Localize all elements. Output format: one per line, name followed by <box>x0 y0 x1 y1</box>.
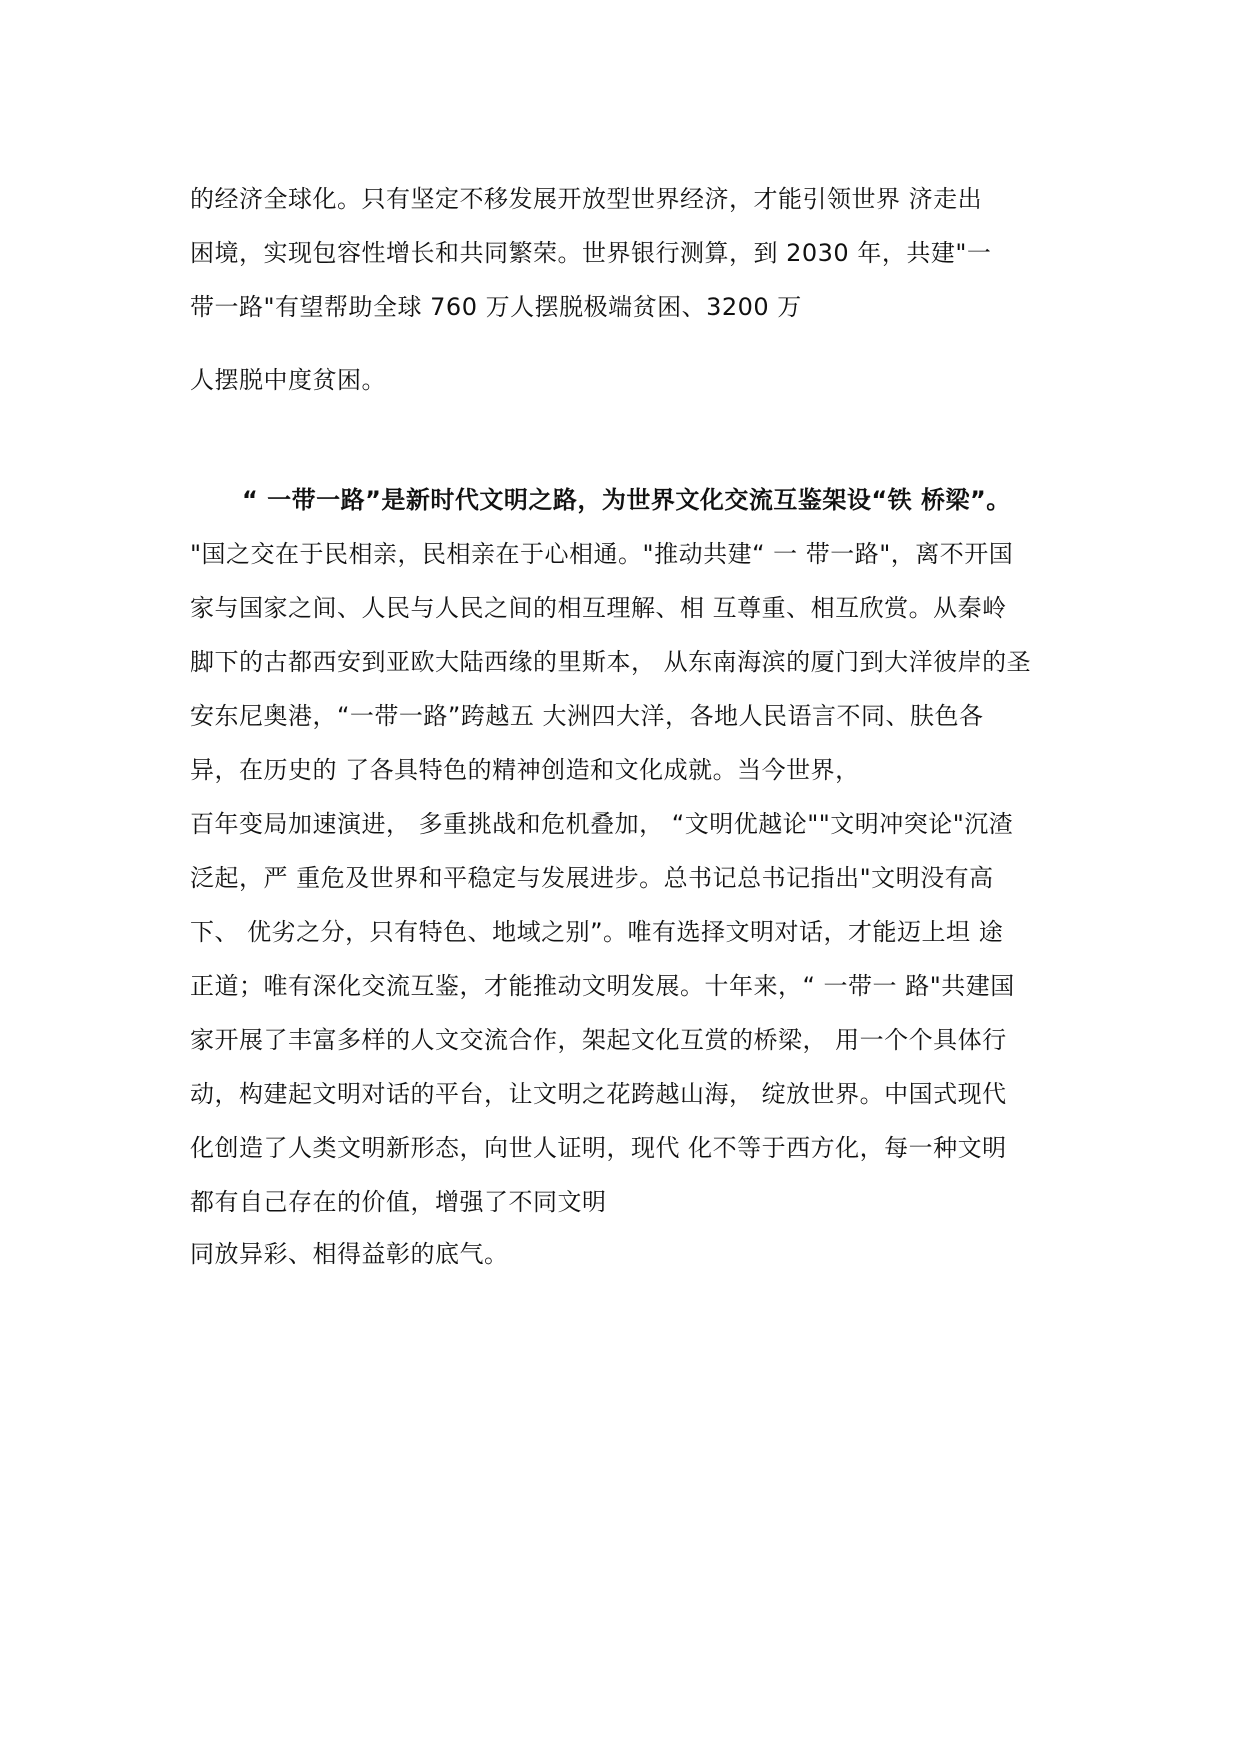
paragraph-line: 都有自己存在的价值，增强了不同文明 <box>190 1188 607 1216</box>
civilization-section <box>190 473 1070 1229</box>
paragraph-line: 正道；唯有深化交流互鉴，才能推动文明发展。十年来，“ 一带一 路"共建国 <box>190 972 1015 1000</box>
paragraph-line: 泛起，严 重危及世界和平稳定与发展进步。总书记总书记指出"文明没有高 <box>190 864 994 892</box>
paragraph-line: 脚下的古都西安到亚欧大陆西缘的里斯本， 从东南海滨的厦门到大洋彼岸的圣 <box>190 648 1032 676</box>
paragraph-line: 同放异彩、相得益彰的底气。 <box>190 1240 509 1268</box>
paragraph-tail <box>190 1227 1070 1281</box>
paragraph-tail <box>190 353 1070 407</box>
paragraph-economic-globalization <box>190 172 1070 334</box>
paragraph-line: 人摆脱中度贫困。 <box>190 366 386 394</box>
paragraph-line: "国之交在于民相亲，民相亲在于心相通。"推动共建“ 一 带一路"，离不开国 <box>190 540 1014 568</box>
section-heading: “ 一带一路”是新时代文明之路，为世界文化交流互鉴架设“铁 桥梁”。 <box>242 486 1011 514</box>
paragraph-line: 家与国家之间、人民与人民之间的相互理解、相 互尊重、相互欣赏。从秦岭 <box>190 594 1007 622</box>
paragraph-line: 动，构建起文明对话的平台，让文明之花跨越山海， 绽放世界。中国式现代 <box>190 1080 1007 1108</box>
paragraph-line: 异，在历史的 了各具特色的精神创造和文化成就。当今世界， <box>190 756 860 784</box>
paragraph-line: 家开展了丰富多样的人文交流合作，架起文化互赏的桥梁， 用一个个具体行 <box>190 1026 1007 1054</box>
paragraph-line: 安东尼奥港，“一带一路”跨越五 大洲四大洋，各地人民语言不同、肤色各 <box>190 702 984 730</box>
paragraph-line: 带一路"有望帮助全球 760 万人摆脱极端贫困、3200 万 <box>190 293 802 321</box>
paragraph-line: 下、 优劣之分，只有特色、地域之别”。唯有选择文明对话，才能迈上坦 途 <box>190 918 1004 946</box>
paragraph-line: 困境，实现包容性增长和共同繁荣。世界银行测算，到 2030 年，共建"一 <box>190 239 992 267</box>
paragraph-line: 的经济全球化。只有坚定不移发展开放型世界经济，才能引领世界 济走出 <box>190 185 983 213</box>
paragraph-line: 化创造了人类文明新形态，向世人证明，现代 化不等于西方化，每一种文明 <box>190 1134 1007 1162</box>
paragraph-line: 百年变局加速演进， 多重挑战和危机叠加， “文明优越论""文明冲突论"沉渣 <box>190 810 1014 838</box>
